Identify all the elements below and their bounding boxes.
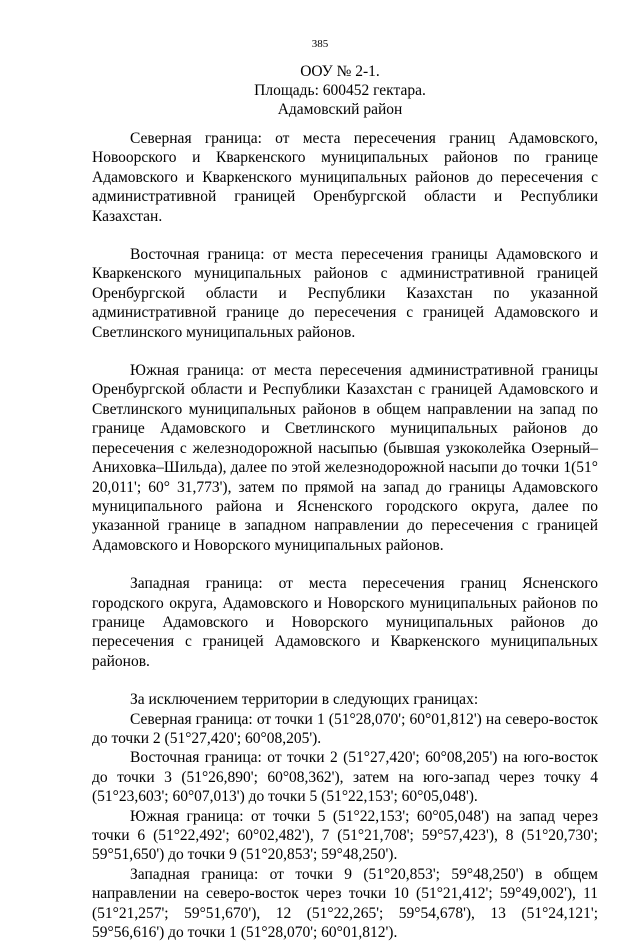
south-boundary-paragraph: Южная граница: от места пересечения административной границы Оренбургской области и Республики Казахстан с границей Адамовского и Светлинского муниципальных районов в общем направлении на запад по границе Адамовского и Светлинского муниципальных районов до пересечения с железнодорожной насыпью (бывшая узкоколейка Озерный–Аниховка–Шильда), далее по этой железнодорожной насыпи до точки 1(51° 20,011'; 60° 31,773'), затем по прямой на запад до границы Адамовского муниципального района и Ясненского городского округа, далее по указанной границе в западном направлении до пересечения с границей Адамовского и Новорского муниципальных районов. [92,362,598,554]
zone-area: Площадь: 600452 гектара. [254,82,426,99]
boundaries-section [92,129,598,942]
document-header [0,62,640,119]
exclusion-east-boundary: Восточная граница: от точки 2 (51°27,420'; 60°08,205') на юго-восток до точки 3 (51°26,890'; 60°08,362'), затем на юго-запад через точку 4 (51°23,603'; 60°07,013') до точки 5 (51°22,153'; 60°05,048'). [92,749,598,806]
exclusion-west-boundary: Западная граница: от точки 9 (51°20,853'; 59°48,250') в общем направлении на северо-восток через точки 10 (51°21,412'; 59°49,002'), 11 (51°21,257'; 59°51,670'), 12 (51°22,265'; 59°54,678'), 13 (51°24,121'; 59°56,616') до точки 1 (51°28,070'; 60°01,812'). [92,865,598,942]
exclusion-south-boundary: Южная граница: от точки 5 (51°22,153'; 60°05,048') на запад через точки 6 (51°22,492'; 60°02,482'), 7 (51°21,708'; 59°57,423'), 8 (51°20,730'; 59°51,650') до точки 9 (51°20,853'; 59°48,250'). [92,807,598,864]
west-boundary-paragraph: Западная граница: от места пересечения границ Ясненского городского округа, Адамовского и Новорского муниципальных районов по границе Адамовского и Новорского муниципальных районов до пересечения с границей Адамовского и Кваркенского муниципальных районов. [92,575,598,670]
east-boundary-paragraph: Восточная граница: от места пересечения границы Адамовского и Кваркенского муниципальных районов с административной границей Оренбургской области и Республики Казахстан по указанной административной границе до пересечения с границей Адамовского и Светлинского муниципальных районов. [92,246,598,341]
exclusion-north-boundary: Северная граница: от точки 1 (51°28,070'; 60°01,812') на северо-восток до точки 2 (51°27,420'; 60°08,205'). [92,710,598,747]
district-name: Адамовский район [277,101,403,118]
exclusion-intro: За исключением территории в следующих границах: [130,691,479,709]
north-boundary-paragraph: Северная граница: от места пересечения границ Адамовского, Новоорского и Кваркенского муниципальных районов по границе Адамовского и Кваркенского муниципальных районов до пересечения с административной границей Оренбургской области и Республики Казахстан. [92,130,598,225]
zone-code: ООУ № 2-1. [300,63,380,80]
page-number: 385 [311,38,329,50]
